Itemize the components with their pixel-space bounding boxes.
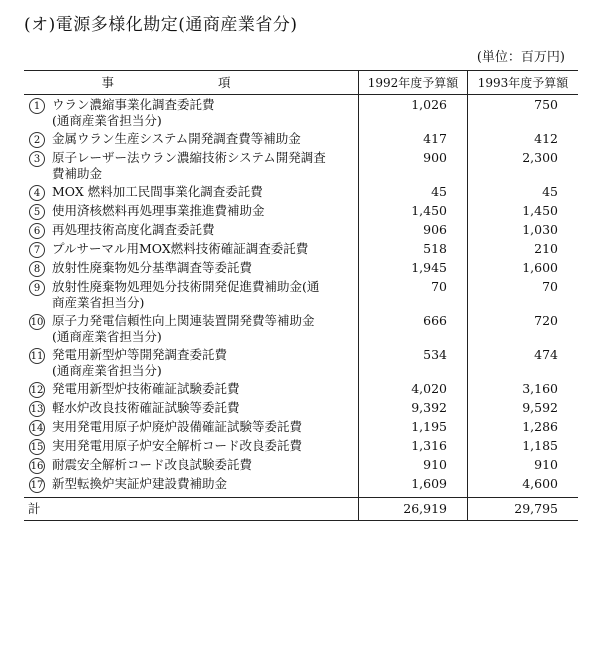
circled-number: 10 bbox=[29, 314, 45, 330]
row-item-line: ウラン濃縮事業化調査委託費 bbox=[52, 97, 215, 112]
row-item-line: 耐震安全解析コード改良試験委託費 bbox=[52, 457, 253, 472]
circled-number: 14 bbox=[29, 420, 45, 436]
row-item bbox=[50, 345, 359, 379]
row-item-line: (通商産業省担当分) bbox=[52, 113, 162, 128]
row-item-line: 放射性廃棄物処分基準調査等委託費 bbox=[52, 260, 253, 275]
table-row bbox=[24, 474, 578, 498]
table-row bbox=[24, 95, 578, 130]
row-item bbox=[50, 201, 359, 220]
circled-number: 9 bbox=[29, 280, 45, 296]
row-item-line: 軽水炉改良技術確証試験等委託費 bbox=[52, 400, 240, 415]
row-value-1993: 750 bbox=[468, 95, 579, 130]
row-value-1993: 1,286 bbox=[468, 417, 579, 436]
header-1993: 1993年度予算額 bbox=[468, 71, 579, 95]
table-row bbox=[24, 129, 578, 148]
row-item-line: 発電用新型炉等開発調査委託費 bbox=[52, 347, 228, 362]
row-number bbox=[24, 398, 50, 417]
row-item bbox=[50, 95, 359, 130]
row-value-1993: 1,450 bbox=[468, 201, 579, 220]
row-value-1992: 1,026 bbox=[359, 95, 468, 130]
row-item bbox=[50, 277, 359, 311]
row-number bbox=[24, 182, 50, 201]
row-item bbox=[50, 129, 359, 148]
row-item-line: 商産業省担当分) bbox=[52, 295, 145, 310]
row-number bbox=[24, 129, 50, 148]
row-item-line: 費補助金 bbox=[52, 166, 103, 181]
row-value-1993: 45 bbox=[468, 182, 579, 201]
row-number bbox=[24, 455, 50, 474]
row-value-1992: 1,609 bbox=[359, 474, 468, 498]
circled-number: 7 bbox=[29, 242, 45, 258]
table-row bbox=[24, 258, 578, 277]
row-item-line: 原子力発電信頼性向上関連装置開発費等補助金 bbox=[52, 313, 315, 328]
row-number bbox=[24, 239, 50, 258]
row-item-line: 新型転換炉実証炉建設費補助金 bbox=[52, 476, 228, 491]
row-value-1993: 720 bbox=[468, 311, 579, 345]
table-row bbox=[24, 148, 578, 182]
table-row bbox=[24, 417, 578, 436]
row-item bbox=[50, 220, 359, 239]
row-item bbox=[50, 436, 359, 455]
row-item bbox=[50, 258, 359, 277]
row-item-line: 原子レーザー法ウラン濃縮技術システム開発調査 bbox=[52, 150, 326, 165]
header-item: 事 項 bbox=[24, 71, 359, 95]
row-item bbox=[50, 148, 359, 182]
row-item-line: 放射性廃棄物処理処分技術開発促進費補助金(通 bbox=[52, 279, 320, 294]
row-item-line: 金属ウラン生産システム開発調査費等補助金 bbox=[52, 131, 301, 146]
table-header-row bbox=[24, 71, 578, 95]
row-number bbox=[24, 277, 50, 311]
row-item-line: 発電用新型炉技術確証試験委託費 bbox=[52, 381, 240, 396]
row-value-1992: 9,392 bbox=[359, 398, 468, 417]
table-body bbox=[24, 95, 578, 498]
table-row bbox=[24, 398, 578, 417]
row-number bbox=[24, 201, 50, 220]
circled-number: 4 bbox=[29, 185, 45, 201]
row-item-line: 使用済核燃料再処理事業推進費補助金 bbox=[52, 203, 265, 218]
circled-number: 13 bbox=[29, 401, 45, 417]
circled-number: 15 bbox=[29, 439, 45, 455]
row-value-1992: 1,450 bbox=[359, 201, 468, 220]
row-item-line: 再処理技術高度化調査委託費 bbox=[52, 222, 215, 237]
row-value-1992: 1,316 bbox=[359, 436, 468, 455]
row-item bbox=[50, 182, 359, 201]
table-row bbox=[24, 277, 578, 311]
row-number bbox=[24, 258, 50, 277]
row-value-1993: 9,592 bbox=[468, 398, 579, 417]
row-value-1993: 1,185 bbox=[468, 436, 579, 455]
row-value-1992: 1,945 bbox=[359, 258, 468, 277]
row-value-1993: 474 bbox=[468, 345, 579, 379]
row-value-1993: 4,600 bbox=[468, 474, 579, 498]
row-item-line: (通商産業省担当分) bbox=[52, 363, 162, 378]
row-value-1992: 910 bbox=[359, 455, 468, 474]
row-value-1992: 1,195 bbox=[359, 417, 468, 436]
row-value-1993: 2,300 bbox=[468, 148, 579, 182]
table-row bbox=[24, 345, 578, 379]
circled-number: 12 bbox=[29, 382, 45, 398]
circled-number: 8 bbox=[29, 261, 45, 277]
row-value-1993: 412 bbox=[468, 129, 579, 148]
row-value-1993: 1,600 bbox=[468, 258, 579, 277]
row-number bbox=[24, 417, 50, 436]
row-value-1993: 910 bbox=[468, 455, 579, 474]
circled-number: 16 bbox=[29, 458, 45, 474]
table-row bbox=[24, 201, 578, 220]
row-number bbox=[24, 379, 50, 398]
total-label: 計 bbox=[24, 498, 359, 521]
table-row bbox=[24, 220, 578, 239]
row-number bbox=[24, 345, 50, 379]
row-value-1993: 70 bbox=[468, 277, 579, 311]
row-item-line: MOX 燃料加工民間事業化調査委託費 bbox=[52, 184, 263, 199]
row-item bbox=[50, 398, 359, 417]
row-number bbox=[24, 220, 50, 239]
row-number bbox=[24, 95, 50, 130]
circled-number: 1 bbox=[29, 98, 45, 114]
page-title: (オ)電源多様化勘定(通商産業省分) bbox=[24, 15, 298, 35]
row-item-line: プルサーマル用MOX燃料技術確証調査委託費 bbox=[52, 241, 309, 256]
row-item-line: 実用発電用原子炉安全解析コード改良委託費 bbox=[52, 438, 303, 453]
row-value-1992: 666 bbox=[359, 311, 468, 345]
row-item-line: 実用発電用原子炉廃炉設備確証試験等委託費 bbox=[52, 419, 303, 434]
row-value-1993: 3,160 bbox=[468, 379, 579, 398]
budget-table bbox=[24, 70, 578, 521]
total-1992: 26,919 bbox=[359, 498, 468, 521]
circled-number: 3 bbox=[29, 151, 45, 167]
row-value-1992: 417 bbox=[359, 129, 468, 148]
table-row bbox=[24, 436, 578, 455]
row-value-1992: 518 bbox=[359, 239, 468, 258]
circled-number: 17 bbox=[29, 477, 45, 493]
header-1992: 1992年度予算額 bbox=[359, 71, 468, 95]
row-value-1992: 70 bbox=[359, 277, 468, 311]
row-item bbox=[50, 474, 359, 498]
circled-number: 6 bbox=[29, 223, 45, 239]
row-value-1993: 1,030 bbox=[468, 220, 579, 239]
row-value-1992: 900 bbox=[359, 148, 468, 182]
circled-number: 11 bbox=[29, 348, 45, 364]
circled-number: 2 bbox=[29, 132, 45, 148]
row-number bbox=[24, 311, 50, 345]
row-item bbox=[50, 311, 359, 345]
table-row bbox=[24, 182, 578, 201]
row-number bbox=[24, 474, 50, 498]
table-row bbox=[24, 455, 578, 474]
row-value-1992: 4,020 bbox=[359, 379, 468, 398]
total-row bbox=[24, 498, 578, 521]
table-row bbox=[24, 239, 578, 258]
row-value-1992: 45 bbox=[359, 182, 468, 201]
circled-number: 5 bbox=[29, 204, 45, 220]
table-row bbox=[24, 379, 578, 398]
row-item bbox=[50, 239, 359, 258]
row-value-1993: 210 bbox=[468, 239, 579, 258]
total-1993: 29,795 bbox=[468, 498, 579, 521]
unit-label: (単位：百万円) bbox=[476, 50, 565, 65]
table-row bbox=[24, 311, 578, 345]
row-number bbox=[24, 148, 50, 182]
row-item bbox=[50, 379, 359, 398]
row-value-1992: 906 bbox=[359, 220, 468, 239]
row-value-1992: 534 bbox=[359, 345, 468, 379]
row-item bbox=[50, 417, 359, 436]
row-item bbox=[50, 455, 359, 474]
row-number bbox=[24, 436, 50, 455]
row-item-line: (通商産業省担当分) bbox=[52, 329, 162, 344]
